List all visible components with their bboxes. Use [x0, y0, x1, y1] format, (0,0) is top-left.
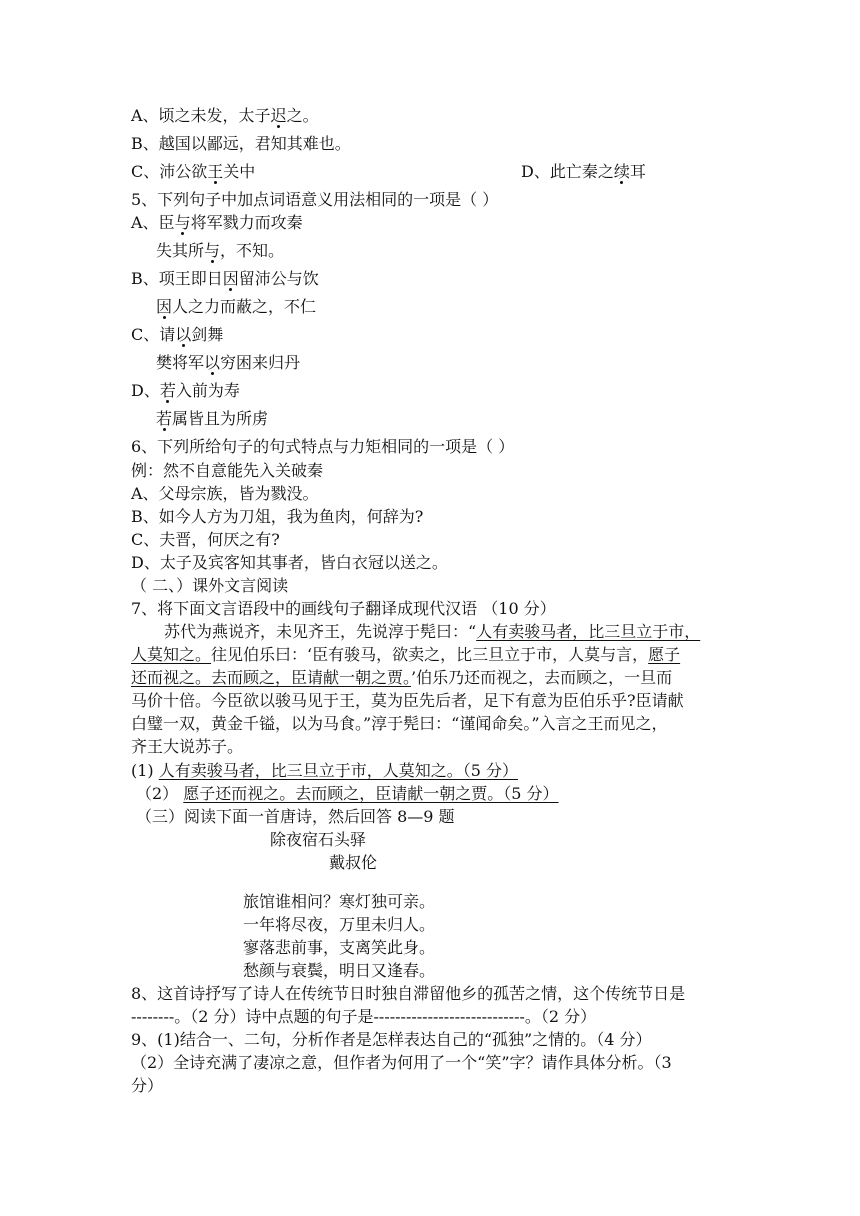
q7-subquestion-2: （2） 愿子还而视之。去而顾之，臣请献一朝之贾。（5 分） — [136, 784, 559, 803]
q5-option-b-line2: 因人之力而蔽之，不仁 — [156, 297, 317, 316]
q8-line2: --------。（2 分）诗中点题的句子是----------------------------。（2 分） — [131, 1007, 597, 1026]
q4-option-a: A、顷之未发，太子迟之。 — [131, 106, 319, 125]
poem-line-2: 一年将尽夜，万里未归人。 — [243, 915, 436, 934]
q9-line1: 9、(1)结合一、二句，分析作者是怎样表达自己的“孤独”之情的。（4 分） — [131, 1030, 652, 1049]
q6-stem: 6、下列所给句子的句式特点与力矩相同的一项是（ ） — [131, 437, 515, 456]
q5-option-d-line2: 若属皆且为所虏 — [156, 409, 269, 428]
q6-option-b: B、如今人方为刀俎，我为鱼肉，何辞为? — [131, 507, 424, 526]
q4-option-c: C、沛公欲王关中 — [131, 162, 256, 181]
poem-author: 戴叔伦 — [329, 853, 378, 872]
q5-option-c-line1: C、请以剑舞 — [131, 325, 224, 344]
q6-option-d: D、太子及宾客知其事者，皆白衣冠以送之。 — [131, 553, 448, 572]
poem-title: 除夜宿石头驿 — [270, 830, 367, 849]
q7-subquestion-1: (1) 人有卖骏马者，比三旦立于市，人莫知之。（5 分） — [131, 761, 519, 780]
poem-line-1: 旅馆谁相问？寒灯独可亲。 — [243, 892, 436, 911]
section3-heading: （三）阅读下面一首唐诗，然后回答 8—9 题 — [136, 807, 455, 826]
q7-passage-line5: 白璧一双，黄金千镒，以为马食。”淳于髡曰：“谨闻命矣。”入言之王而见之， — [131, 714, 668, 733]
q5-stem: 5、下列句子中加点词语意义用法相同的一项是（ ） — [131, 190, 499, 209]
q7-passage-line6: 齐王大说苏子。 — [131, 737, 244, 756]
q7-passage-line1: 苏代为燕说齐，未见齐王，先说淳于髡曰：“人有卖骏马者，比三旦立于市， — [164, 622, 701, 641]
q5-option-a-line2: 失其所与，不知。 — [156, 241, 285, 260]
q7-passage-line4: 马价十倍。今臣欲以骏马见于王，莫为臣先后者，足下有意为臣伯乐乎?臣请献 — [131, 691, 684, 710]
q9-line3: 分） — [131, 1076, 164, 1095]
q5-option-d-line1: D、若入前为寿 — [131, 381, 240, 400]
poem-line-3: 寥落悲前事，支离笑此身。 — [243, 938, 436, 957]
q8-line1: 8、这首诗抒写了诗人在传统节日时独自滞留他乡的孤苦之情，这个传统节日是 — [131, 984, 686, 1003]
q6-option-c: C、夫晋，何厌之有? — [131, 530, 280, 549]
q6-example: 例：然不自意能先入关破秦 — [131, 461, 324, 480]
q6-option-a: A、父母宗族，皆为戮没。 — [131, 484, 319, 503]
q5-option-c-line2: 樊将军以穷困来归丹 — [156, 353, 301, 372]
q9-line2: （2）全诗充满了凄凉之意，但作者为何用了一个“笑”字？请作具体分析。（3 — [131, 1053, 672, 1072]
q7-stem: 7、将下面文言语段中的画线句子翻译成现代汉语 （10 分） — [131, 599, 556, 618]
q5-option-a-line1: A、臣与将军戮力而攻秦 — [131, 213, 303, 232]
q7-passage-line2: 人莫知之。往见伯乐曰：‘臣有骏马，欲卖之，比三旦立于市，人莫与言，愿子 — [131, 645, 681, 664]
poem-line-4: 愁颜与衰鬓，明日又逢春。 — [243, 961, 436, 980]
q7-passage-line3: 还而视之。去而顾之，臣请献一朝之贾。’伯乐乃还而视之，去而顾之，一旦而 — [131, 668, 673, 687]
q5-option-b-line1: B、项王即日因留沛公与饮 — [131, 269, 319, 288]
q4-option-d: D、此亡秦之续耳 — [521, 162, 646, 181]
section2-heading: （ 二、）课外文言阅读 — [131, 576, 289, 595]
q4-option-b: B、越国以鄙远，君知其难也。 — [131, 134, 351, 153]
